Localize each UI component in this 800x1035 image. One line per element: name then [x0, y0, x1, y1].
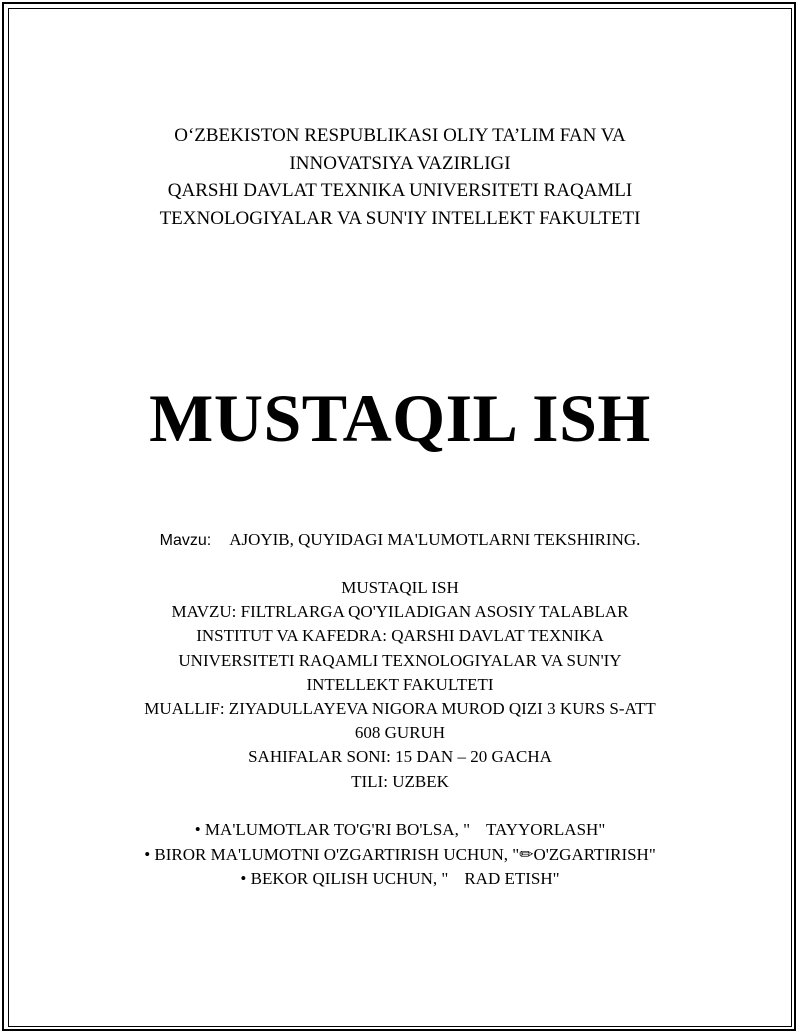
instruction-edit-action: ✏O'ZGARTIRISH" [519, 844, 656, 864]
details-line-5: INTELLEKT FAKULTETI [306, 674, 494, 694]
details-line-4: UNIVERSITETI RAQAMLI TEXNOLOGIYALAR VA SUN'IY [178, 650, 622, 670]
details-line-6: MUALLIF: ZIYADULLAYEVA NIGORA MUROD QIZI 3 KURS S-ATT [144, 699, 656, 719]
header-line-4: TEXNOLOGIYALAR VA SUN'IY INTELLEKT FAKULTETI [159, 207, 641, 229]
instruction-edit-text: • BIROR MA'LUMOTNI O'ZGARTIRISH UCHUN, " [144, 844, 520, 864]
instruction-reject [0, 867, 800, 892]
instruction-reject-action: RAD ETISH" [464, 869, 560, 888]
details-line-1: MUSTAQIL ISH [341, 578, 459, 597]
header-line-2: INNOVATSIYA VAZIRLIGI [289, 152, 511, 174]
instruction-confirm [0, 818, 800, 843]
instruction-confirm-action: TAYYORLASH" [486, 820, 606, 839]
details-line-7: 608 GURUH [354, 723, 446, 743]
instruction-edit [0, 843, 800, 868]
instruction-reject-text: • BEKOR QILISH UCHUN, " [240, 869, 449, 888]
details-line-2: MAVZU: FILTRLARGA QO'YILADIGAN ASOSIY TALABLAR [171, 602, 629, 622]
document-title: MUSTAQIL ISH [149, 380, 651, 456]
topic-line [0, 529, 800, 552]
instruction-list [0, 818, 800, 892]
details-line-9: TILI: UZBEK [351, 771, 449, 791]
institution-header [0, 122, 800, 232]
details-line-8: SAHIFALAR SONI: 15 DAN – 20 GACHA [248, 747, 552, 767]
instruction-confirm-text: • MA'LUMOTLAR TO'G'RI BO'LSA, " [194, 820, 471, 839]
header-line-1: O‘ZBEKISTON RESPUBLIKASI OLIY TA’LIM FAN VA [174, 125, 626, 146]
details-line-3: INSTITUT VA KAFEDRA: QARSHI DAVLAT TEXNIKA [196, 626, 604, 646]
header-line-3: QARSHI DAVLAT TEXNIKA UNIVERSITETI RAQAMLI [167, 180, 633, 201]
topic-label: Mavzu: [159, 532, 212, 549]
work-details [0, 576, 800, 794]
topic-value: AJOYIB, QUYIDAGI MA'LUMOTLARNI TEKSHIRING. [229, 530, 641, 549]
